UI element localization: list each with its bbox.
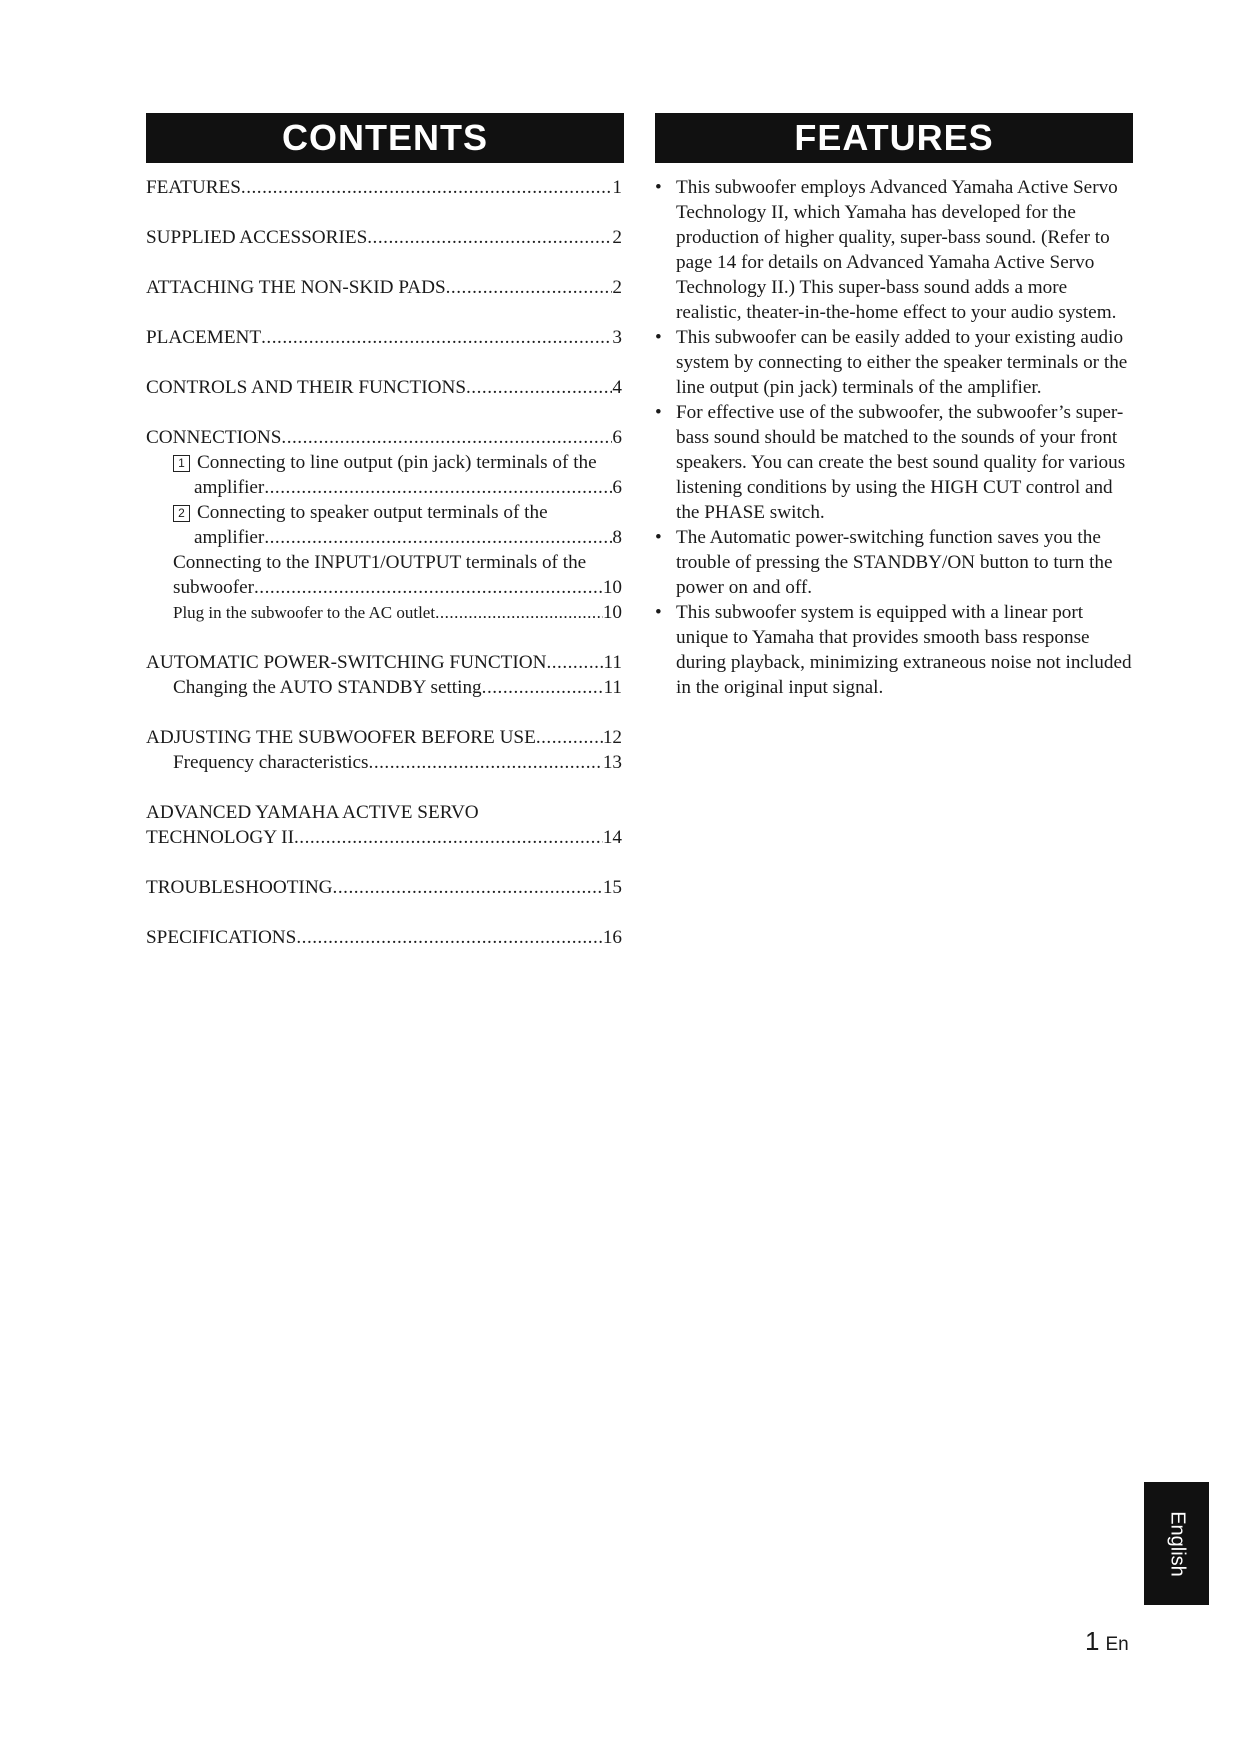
bullet-icon: • <box>655 527 662 548</box>
toc-entry-speaker-output[interactable]: 2 Connecting to speaker output terminals of the amplifier ..... 8 <box>146 500 622 550</box>
feature-item: • The Automatic power-switching function saves you the trouble of pressing the STANDBY/ON button to turn the power on and off. <box>655 527 1113 598</box>
toc-entry-auto-standby[interactable]: Changing the AUTO STANDBY setting ..... 11 <box>146 675 622 700</box>
toc-entry-features[interactable]: FEATURES ..... 1 <box>146 175 622 200</box>
page-language-code: En <box>1105 1634 1129 1655</box>
toc-entry-ac-outlet[interactable]: Plug in the subwoofer to the AC outlet ..... 10 <box>146 600 622 625</box>
feature-item: • This subwoofer employs Advanced Yamaha Active Servo Technology II, which Yamaha has developed for the production of higher quality, super-bass sound. (Refer to page 14 for details on Advanced Yamaha Active Servo Technology II.) This super-bass sound adds a more realistic, theater-in-the-home effect to your audio system. <box>655 177 1118 323</box>
toc-entry-placement[interactable]: PLACEMENT ..... 3 <box>146 325 622 350</box>
toc-entry-non-skid-pads[interactable]: ATTACHING THE NON-SKID PADS ..... 2 <box>146 275 622 300</box>
table-of-contents <box>146 175 622 950</box>
feature-item: • For effective use of the subwoofer, the subwoofer’s super-bass sound should be matched to the sounds of your front speakers. You can create the best sound quality for various listening conditions by using the HIGH CUT control and the PHASE switch. <box>655 402 1126 523</box>
toc-entry-connections[interactable]: CONNECTIONS ..... 6 <box>146 425 622 450</box>
features-list <box>655 175 1135 700</box>
step-number-icon: 2 <box>173 505 190 522</box>
feature-item: • This subwoofer can be easily added to your existing audio system by connecting to either the speaker terminals or the line output (pin jack) terminals of the amplifier. <box>655 327 1128 398</box>
bullet-icon: • <box>655 402 662 423</box>
toc-entry-troubleshooting[interactable]: TROUBLESHOOTING ..... 15 <box>146 875 622 900</box>
toc-entry-adjusting[interactable]: ADJUSTING THE SUBWOOFER BEFORE USE ..... 12 <box>146 725 622 750</box>
page-number-value: 1 <box>1085 1626 1100 1656</box>
toc-entry-controls[interactable]: CONTROLS AND THEIR FUNCTIONS ..... 4 <box>146 375 622 400</box>
contents-heading: CONTENTS <box>146 113 624 163</box>
toc-entry-frequency[interactable]: Frequency characteristics ..... 13 <box>146 750 622 775</box>
bullet-icon: • <box>655 177 662 198</box>
bullet-icon: • <box>655 602 662 623</box>
toc-entry-line-output[interactable]: 1 Connecting to line output (pin jack) terminals of the amplifier ..... 6 <box>146 450 622 500</box>
features-heading: FEATURES <box>655 113 1133 163</box>
toc-entry-servo-technology[interactable]: ADVANCED YAMAHA ACTIVE SERVO TECHNOLOGY II ..... 14 <box>146 800 622 850</box>
language-tab <box>1144 1482 1209 1605</box>
toc-entry-auto-power[interactable]: AUTOMATIC POWER-SWITCHING FUNCTION ..... 11 <box>146 650 622 675</box>
language-tab-label: English <box>1166 1510 1188 1577</box>
bullet-icon: • <box>655 327 662 348</box>
step-number-icon: 1 <box>173 455 190 472</box>
page-number <box>1085 1626 1129 1657</box>
toc-entry-specifications[interactable]: SPECIFICATIONS ..... 16 <box>146 925 622 950</box>
toc-entry-supplied-accessories[interactable]: SUPPLIED ACCESSORIES ..... 2 <box>146 225 622 250</box>
toc-entry-input-output[interactable]: Connecting to the INPUT1/OUTPUT terminals of the subwoofer ..... 10 <box>146 550 622 600</box>
feature-item: • This subwoofer system is equipped with a linear port unique to Yamaha that provides smooth bass response during playback, minimizing extraneous noise not included in the original input signal. <box>655 602 1132 698</box>
